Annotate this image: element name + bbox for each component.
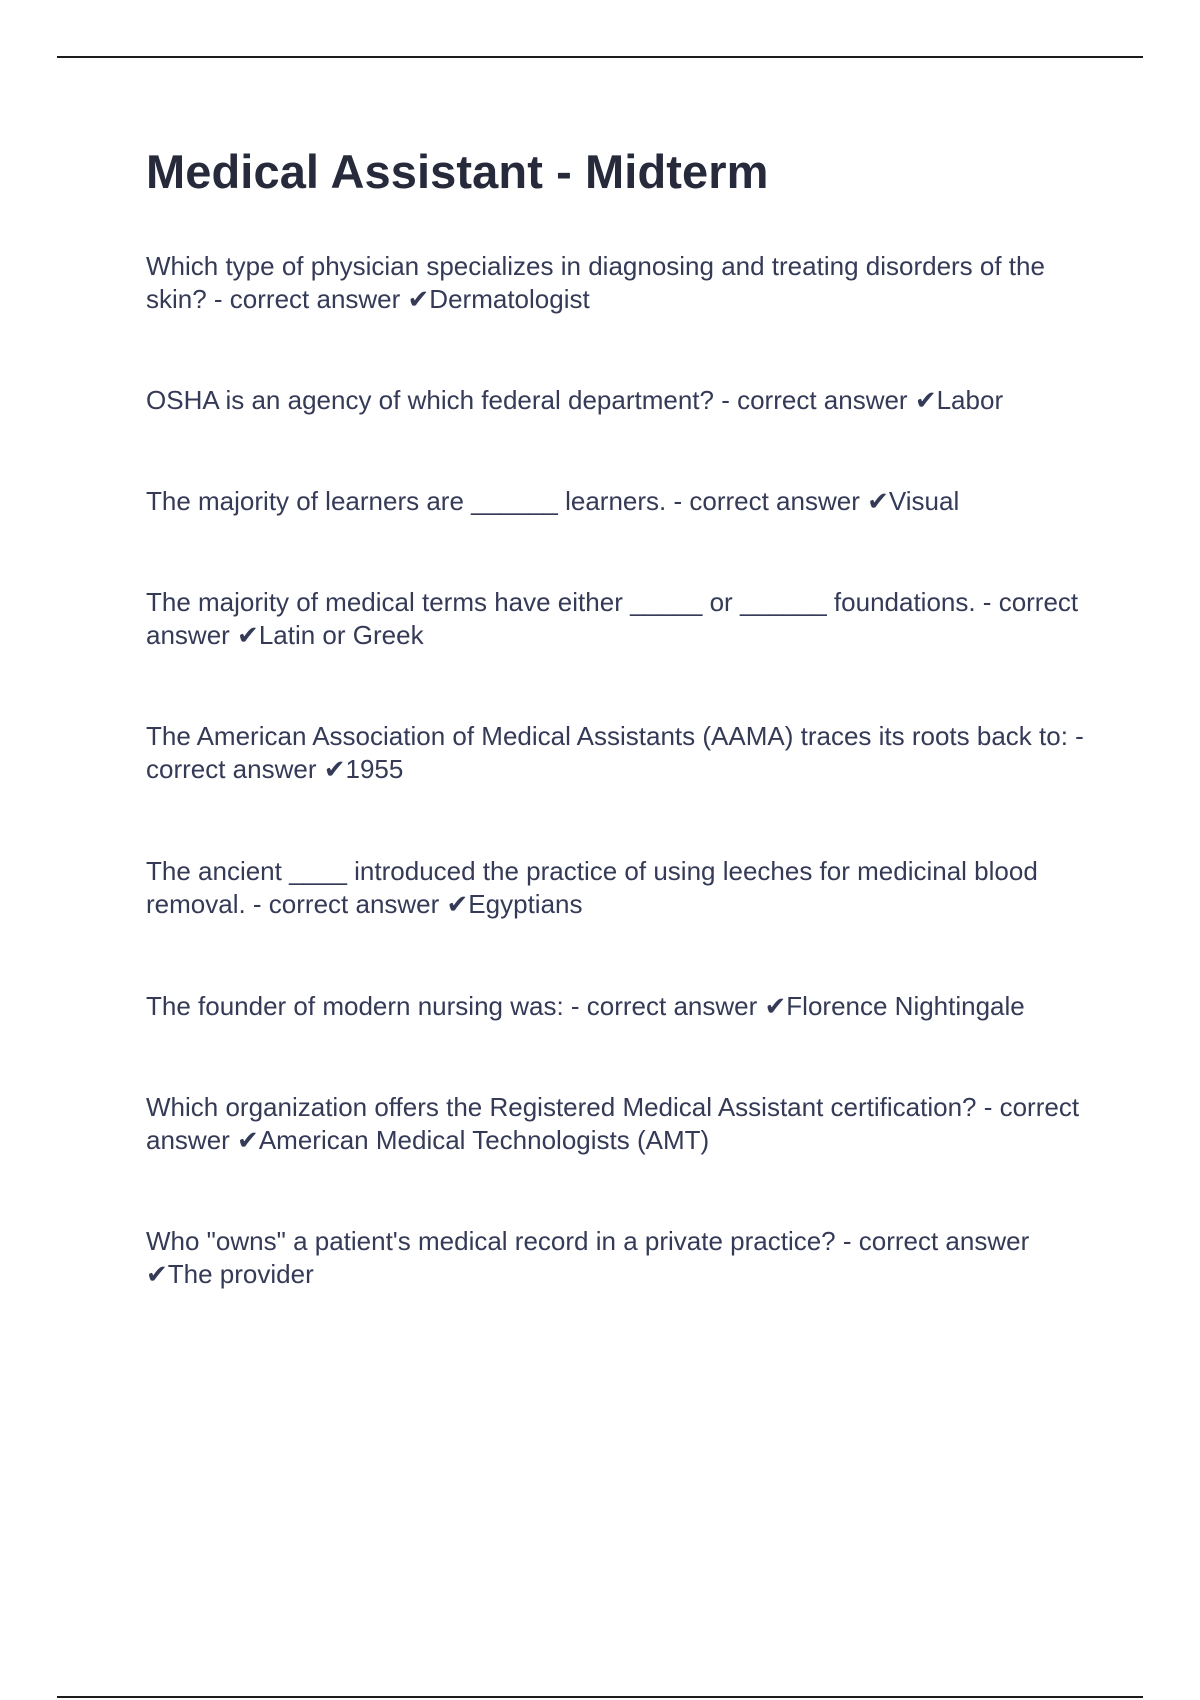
qa-item-1: Which type of physician specializes in diagnosing and treating disorders of the skin? - correct answer ✔Dermatologist — [146, 251, 1045, 314]
footer-divider — [57, 1696, 1143, 1698]
header-divider — [57, 56, 1143, 58]
page-title: Medical Assistant - Midterm — [146, 145, 769, 198]
qa-item-6: The ancient ____ introduced the practice of using leeches for medicinal blood removal. - correct answer ✔Egyptians — [146, 856, 1038, 919]
qa-item-9: Who "owns" a patient's medical record in a private practice? - correct answer ✔The provider — [146, 1226, 1030, 1289]
qa-item-4: The majority of medical terms have either _____ or ______ foundations. - correct answer ✔Latin or Greek — [146, 587, 1079, 650]
qa-item-7: The founder of modern nursing was: - correct answer ✔Florence Nightingale — [146, 991, 1025, 1021]
qa-item-5: The American Association of Medical Assistants (AAMA) traces its roots back to: - correct answer ✔1955 — [146, 721, 1084, 784]
qa-item-8: Which organization offers the Registered Medical Assistant certification? - correct answer ✔American Medical Technologists (AMT) — [146, 1092, 1080, 1155]
qa-item-2: OSHA is an agency of which federal department? - correct answer ✔Labor — [146, 385, 1004, 415]
qa-item-3: The majority of learners are ______ learners. - correct answer ✔Visual — [146, 486, 960, 516]
